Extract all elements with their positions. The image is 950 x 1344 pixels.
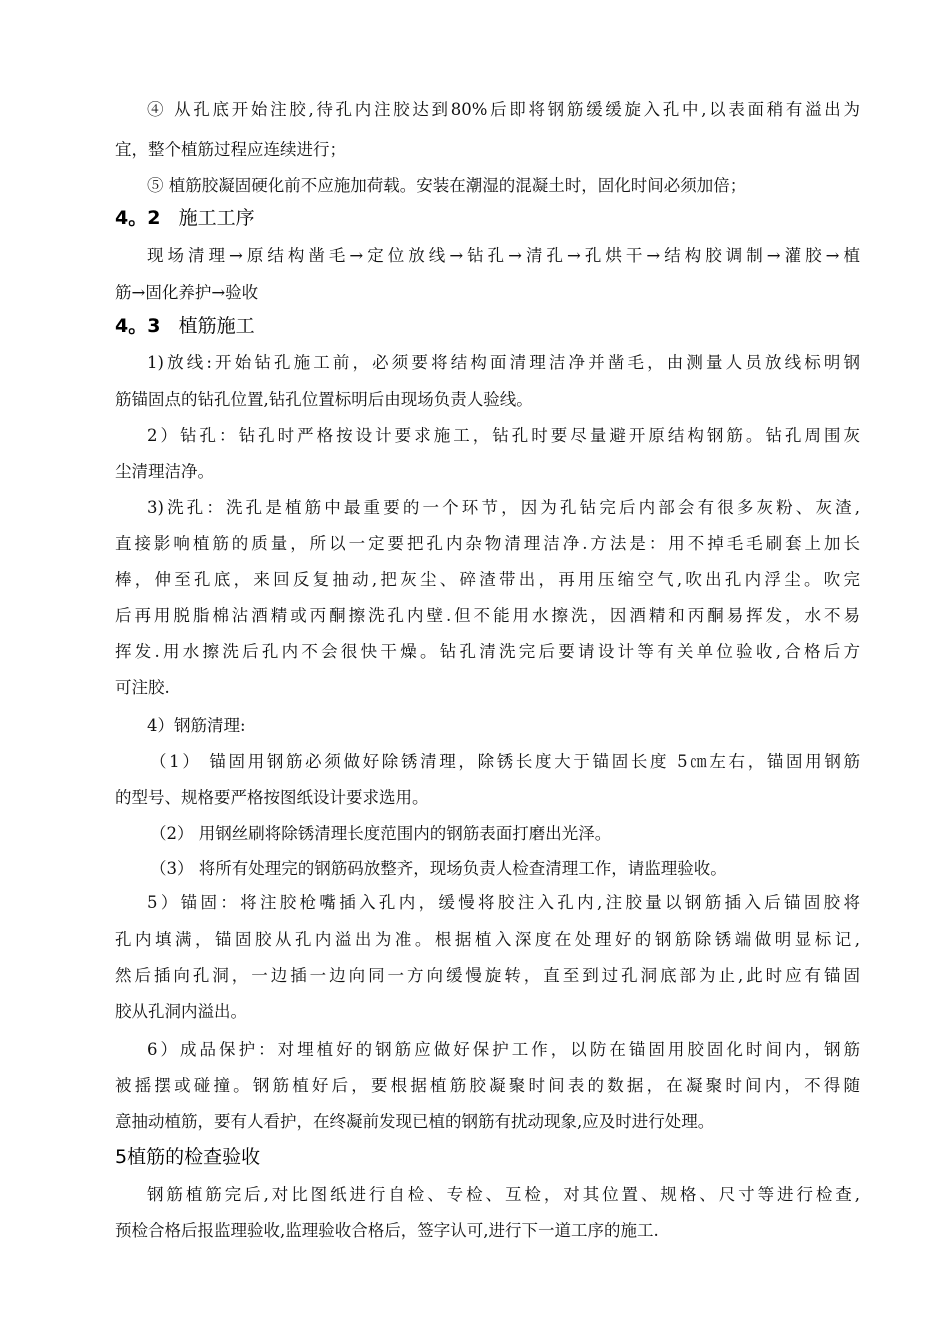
heading-title: 植筋的检查验收 bbox=[127, 1146, 261, 1168]
text-line: 筋→固化养护→验收 bbox=[115, 283, 259, 302]
text-line: 5）锚固：将注胶枪嘴插入孔内，缓慢将胶注入孔内,注胶量以钢筋插入后锚固胶将 bbox=[147, 893, 860, 912]
text-line: （2） 用钢丝刷将除锈清理长度范围内的钢筋表面打磨出光泽。 bbox=[150, 824, 612, 843]
text-line: 然后插向孔洞，一边插一边向同一方向缓慢旋转，直至到过孔洞底部为止,此时应有锚固 bbox=[115, 966, 860, 985]
heading-number: 5 bbox=[115, 1146, 128, 1168]
text-line: 孔内填满，锚固胶从孔内溢出为准。根据植入深度在处理好的钢筋除锈端做明显标记, bbox=[115, 930, 860, 949]
text-line: 胶从孔洞内溢出。 bbox=[115, 1002, 247, 1021]
section-heading-5 bbox=[115, 1145, 260, 1169]
text-line: 3)洗孔：洗孔是植筋中最重要的一个环节，因为孔钻完后内部会有很多灰粉、灰渣, bbox=[147, 498, 860, 517]
text-line: 现场清理→原结构凿毛→定位放线→钻孔→清孔→孔烘干→结构胶调制→灌胶→植 bbox=[147, 246, 860, 265]
text-line: 筋锚固点的钻孔位置,钻孔位置标明后由现场负责人验线。 bbox=[115, 390, 533, 409]
section-heading-4-3 bbox=[115, 314, 255, 338]
text-line: （1） 锚固用钢筋必须做好除锈清理，除锈长度大于锚固长度 5㎝左右，锚固用钢筋 bbox=[150, 752, 860, 771]
heading-number: 4。2 bbox=[115, 207, 161, 229]
text-line: 可注胶. bbox=[115, 678, 170, 697]
text-line: 4）钢筋清理: bbox=[147, 716, 246, 735]
text-line: 1)放线:开始钻孔施工前，必须要将结构面清理洁净并凿毛，由测量人员放线标明钢 bbox=[147, 353, 860, 372]
text-line: 2）钻孔：钻孔时严格按设计要求施工，钻孔时要尽量避开原结构钢筋。钻孔周围灰 bbox=[147, 426, 860, 445]
text-line: 6）成品保护：对埋植好的钢筋应做好保护工作，以防在锚固用胶固化时间内，钢筋 bbox=[147, 1040, 860, 1059]
text-line: 后再用脱脂棉沾酒精或丙酮擦洗孔内壁.但不能用水擦洗，因酒精和丙酮易挥发，水不易 bbox=[115, 606, 860, 625]
text-line: ⑤ 植筋胶凝固硬化前不应施加荷载。安装在潮湿的混凝土时，固化时间必须加倍； bbox=[147, 176, 747, 195]
heading-title: 施工工序 bbox=[178, 207, 255, 229]
text-line: 被摇摆或碰撞。钢筋植好后，要根据植筋胶凝聚时间表的数据，在凝聚时间内，不得随 bbox=[115, 1076, 860, 1095]
text-line: 尘清理洁净。 bbox=[115, 462, 214, 481]
text-line: 直接影响植筋的质量，所以一定要把孔内杂物清理洁净.方法是：用不掉毛毛刷套上加长 bbox=[115, 534, 860, 553]
section-heading-4-2 bbox=[115, 206, 255, 230]
text-line: 棒，伸至孔底，来回反复抽动,把灰尘、碎渣带出，再用压缩空气,吹出孔内浮尘。吹完 bbox=[115, 570, 860, 589]
heading-number: 4。3 bbox=[115, 315, 161, 337]
text-line: 钢筋植筋完后,对比图纸进行自检、专检、互检，对其位置、规格、尺寸等进行检查, bbox=[147, 1185, 860, 1204]
text-line: ④ 从孔底开始注胶,待孔内注胶达到80%后即将钢筋缓缓旋入孔中,以表面稍有溢出为 bbox=[147, 100, 860, 119]
text-line: 挥发.用水擦洗后孔内不会很快干燥。钻孔清洗完后要请设计等有关单位验收,合格后方 bbox=[115, 642, 860, 661]
text-line: 预检合格后报监理验收,监理验收合格后，签字认可,进行下一道工序的施工. bbox=[115, 1221, 659, 1240]
text-line: 意抽动植筋，要有人看护，在终凝前发现已植的钢筋有扰动现象,应及时进行处理。 bbox=[115, 1112, 715, 1131]
text-line: （3） 将所有处理完的钢筋码放整齐，现场负责人检查清理工作，请监理验收。 bbox=[150, 859, 727, 878]
text-line: 宜，整个植筋过程应连续进行； bbox=[115, 140, 346, 159]
text-line: 的型号、规格要严格按图纸设计要求选用。 bbox=[115, 788, 429, 807]
heading-title: 植筋施工 bbox=[178, 315, 255, 337]
